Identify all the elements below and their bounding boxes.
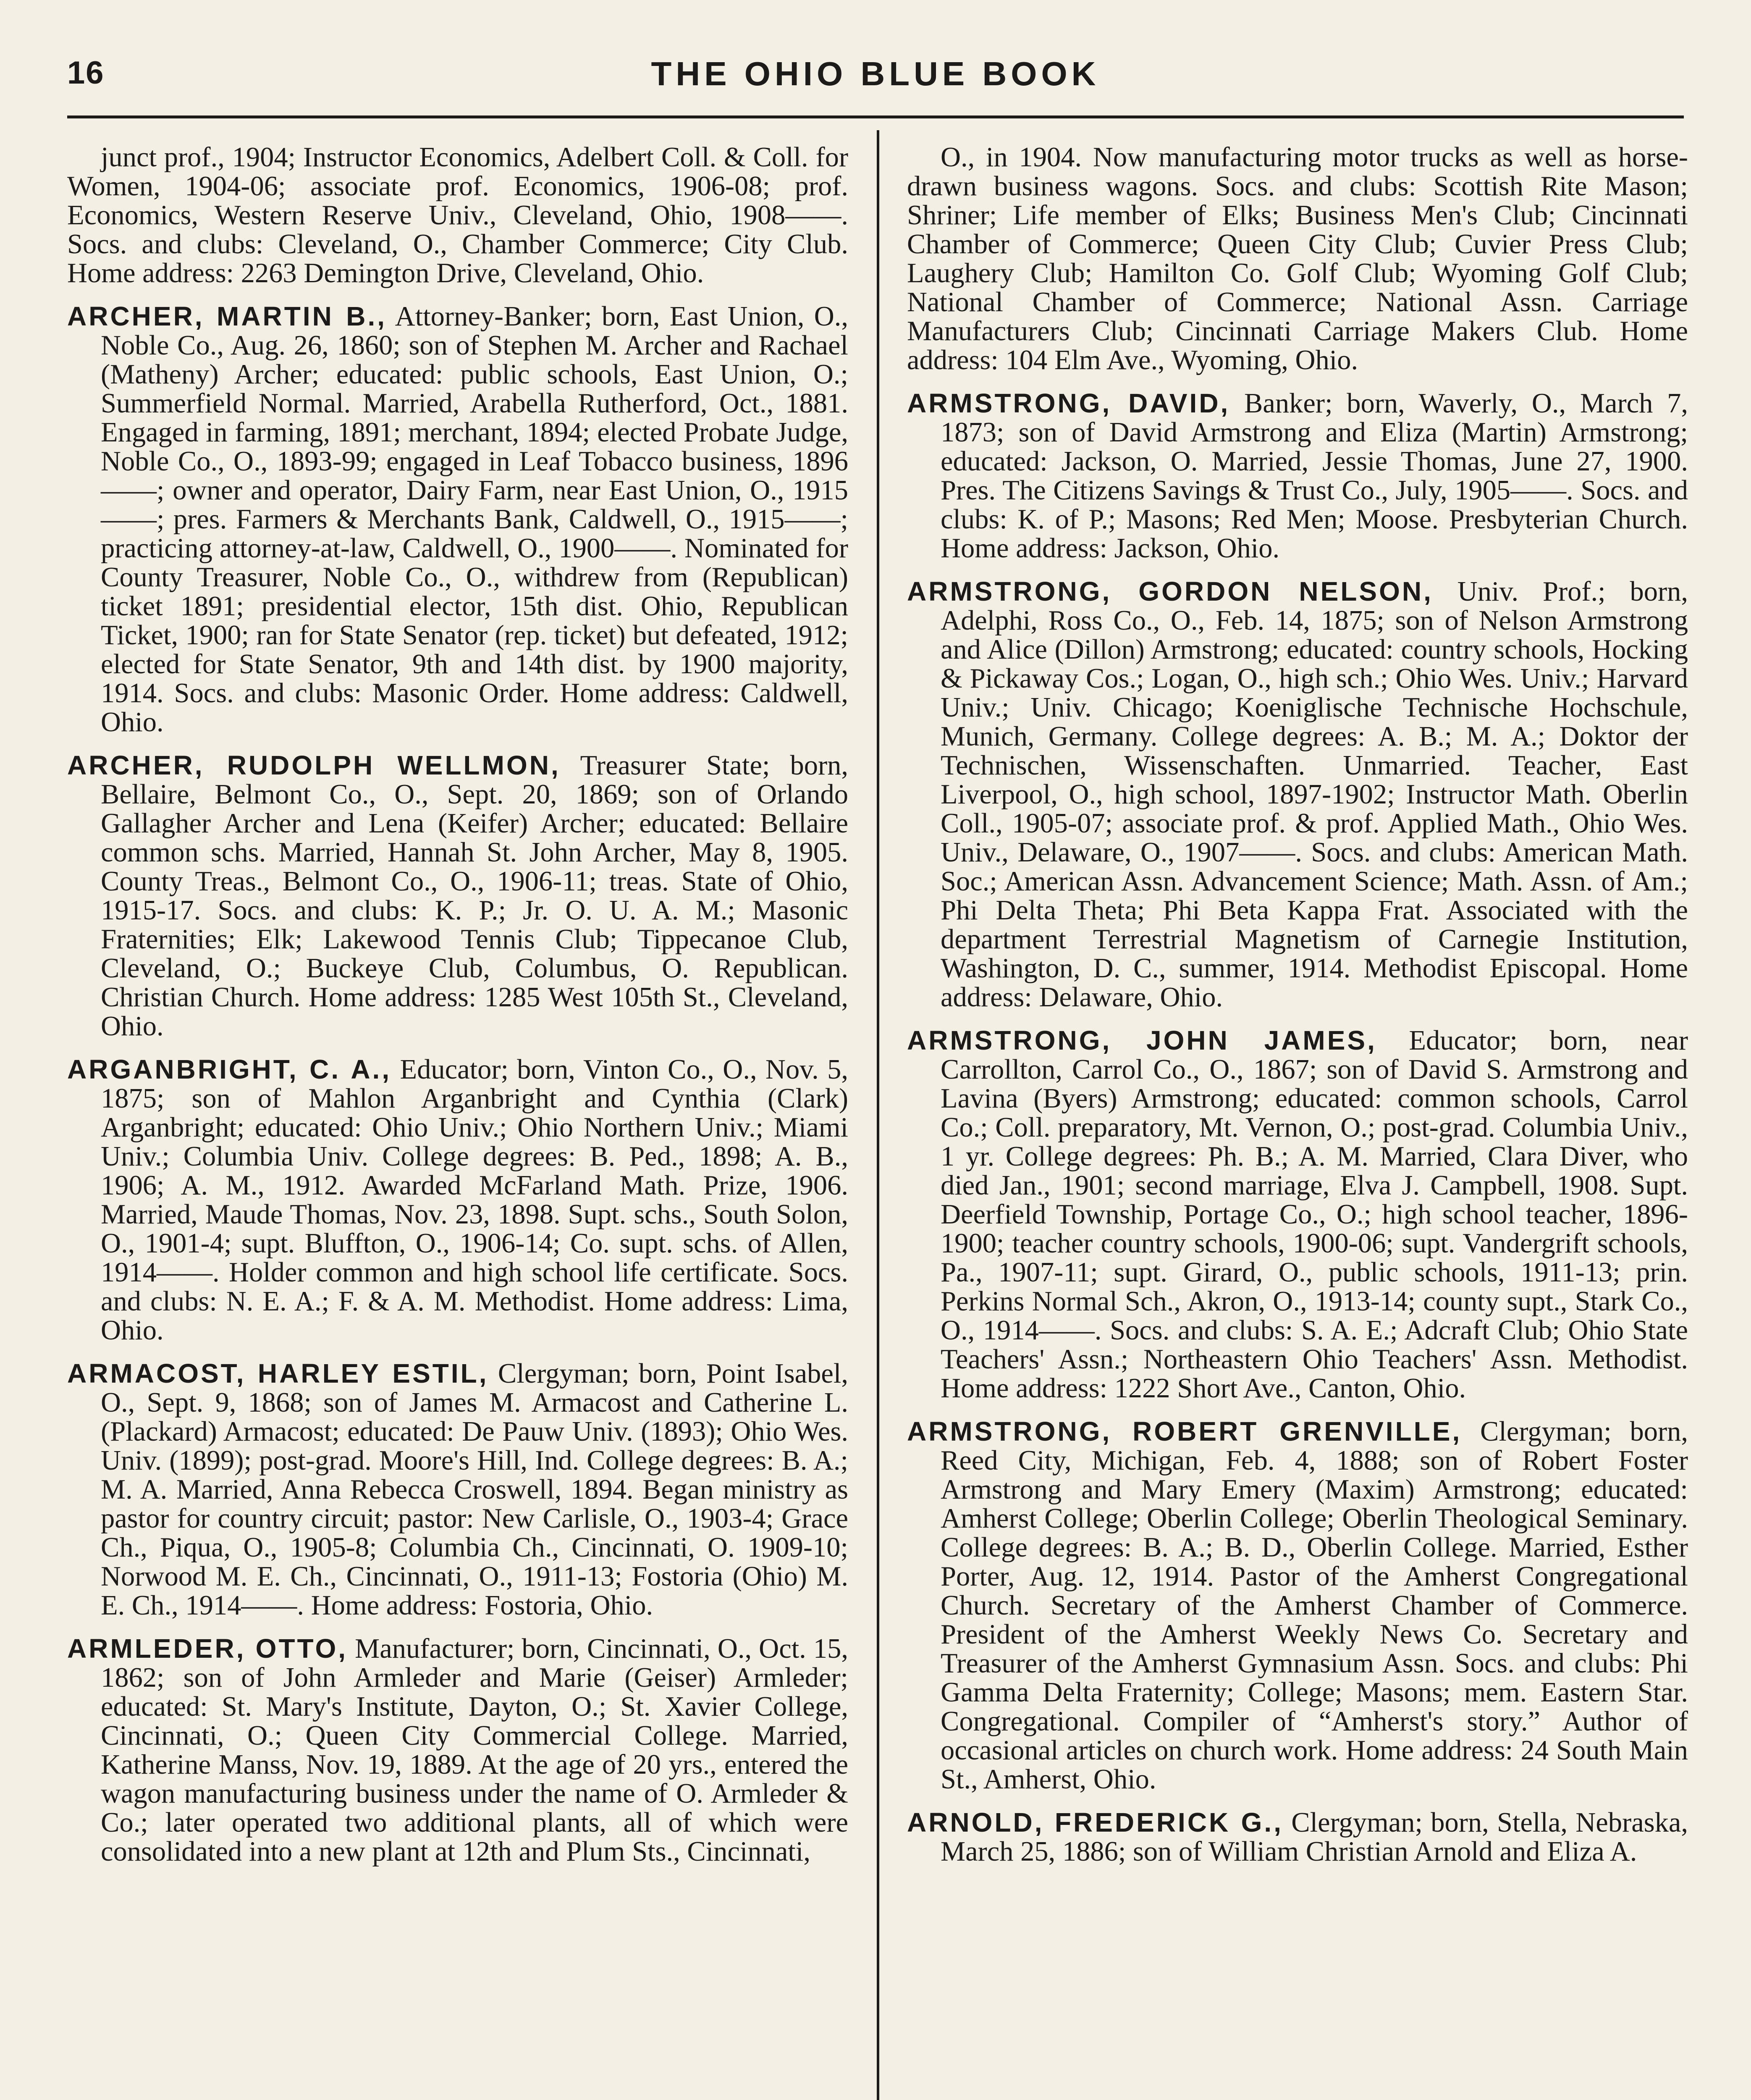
entry-text: Univ. Prof.; born, Adelphi, Ross Co., O., Feb. 14, 1875; son of Nelson Armstrong and Alice (Dillon) Armstrong; educated: country schools, Hocking & Pickaway Cos.; Logan, O., high sch.; Ohio Wes. Univ.; Harvard Univ.; Univ. Chicago; Koeniglische Technische Hochschule, Munich, Germany. College degrees: A. B.; M. A.; Doktor der Technischen, Wissenschaften. Unmarried. Teacher, East Liverpool, O., high school, 1897-1902; Instructor Math. Oberlin Coll., 1905-07; associate prof. & prof. Applied Math., Ohio Wes. Univ., Delaware, O., 1907——. Socs. and clubs: American Math. Soc.; American Assn. Advancement Science; Math. Assn. of Am.; Phi Delta Theta; Phi Beta Kappa Frat. Associated with the department Terrestrial Magnetism of Carnegie Institution, Washington, D. C., summer, 1914. Methodist Episcopal. Home address: Delaware, Ohio. (941, 576, 1688, 1013)
page-header (67, 50, 1684, 109)
entry-text: Manufacturer; born, Cincinnati, O., Oct. 15, 1862; son of John Armleder and Marie (Geiser) Armleder; educated: St. Mary's Institute, Dayton, O.; St. Xavier College, Cincinnati, O.; Queen City Commercial College. Married, Katherine Manss, Nov. 19, 1889. At the age of 20 yrs., entered the wagon manufacturing business under the name of O. Armleder & Co.; later operated two additional plants, all of which were consolidated into a new plant at 12th and Plum Sts., Cincinnati, (101, 1633, 849, 1867)
entry-text: Educator; born, Vinton Co., O., Nov. 5, 1875; son of Mahlon Arganbright and Cynthia (Clark) Arganbright; educated: Ohio Univ.; Ohio Northern Univ.; Miami Univ.; Columbia Univ. College degrees: B. Ped., 1898; A. B., 1906; A. M., 1912. Awarded McFarland Math. Prize, 1906. Married, Maude Thomas, Nov. 23, 1898. Supt. schs., South Solon, O., 1901-4; supt. Bluffton, O., 1906-14; Co. supt. schs. of Allen, 1914——. Holder common and high school life certificate. Socs. and clubs: N. E. A.; F. & A. M. Methodist. Home address: Lima, Ohio. (101, 1054, 848, 1346)
entry-text: Clergyman; born, Reed City, Michigan, Feb. 4, 1888; son of Robert Foster Armstrong and Mary Emery (Maxim) Armstrong; educated: Amherst College; Oberlin College; Oberlin Theological Seminary. College degrees: B. A.; B. D., Oberlin College. Married, Esther Porter, Aug. 12, 1914. Pastor of the Amherst Congregational Church. Secretary of the Amherst Chamber of Commerce. President of the Amherst Weekly News Co. Secretary and Treasurer of the Amherst Gymnasium Assn. Socs. and clubs: Phi Gamma Delta Fraternity; College; Masons; mem. Eastern Star. Congregational. Compiler of “Amherst's story.” Author of occasional articles on church work. Home address: 24 South Main St., Amherst, Ohio. (941, 1416, 1688, 1795)
biography-entry (907, 577, 1688, 1012)
entry-text: Clergyman; born, Point Isabel, O., Sept. 9, 1868; son of James M. Armacost and Catherine L. (Plackard) Armacost; educated: De Pauw Univ. (1893); Ohio Wes. Univ. (1899); post-grad. Moore's Hill, Ind. College degrees: B. A.; M. A. Married, Anna Rebecca Croswell, 1894. Began ministry as pastor for country circuit; pastor: New Carlisle, O., 1903-4; Grace Ch., Piqua, O., 1905-8; Columbia Ch., Cincinnati, O. 1909-10; Norwood M. E. Ch., Cincinnati, O., 1911-13; Fostoria (Ohio) M. E. Ch., 1914——. Home address: Fostoria, Ohio. (101, 1358, 849, 1621)
entry-text: Clergyman; born, Stella, Nebraska, March 25, 1886; son of William Christian Arnold and Eliza A. (941, 1807, 1688, 1867)
entry-text: Banker; born, Waverly, O., March 7, 1873; son of David Armstrong and Eliza (Martin) Armstrong; educated: Jackson, O. Married, Jessie Thomas, June 27, 1900. Pres. The Citizens Savings & Trust Co., July, 1905——. Socs. and clubs: K. of P.; Masons; Red Men; Moose. Presbyterian Church. Home address: Jackson, Ohio. (941, 388, 1688, 564)
entry-text: O., in 1904. Now manufacturing motor trucks as well as horse-drawn business wagons. Socs. and clubs: Scottish Rite Mason; Shriner; Life member of Elks; Business Men's Club; Cincinnati Chamber of Commerce; Queen City Club; Cuvier Press Club; Laughery Club; Hamilton Co. Golf Club; Wyoming Golf Club; National Chamber of Commerce; National Assn. Carriage Manufacturers Club; Cincinnati Carriage Makers Club. Home address: 104 Elm Ave., Wyoming, Ohio. (907, 142, 1688, 375)
biography-entry (67, 302, 848, 737)
entry-text: Treasurer State; born, Bellaire, Belmont Co., O., Sept. 20, 1869; son of Orlando Gallagher Archer and Lena (Keifer) Archer; educated: Bellaire common schs. Married, Hannah St. John Archer, May 8, 1905. County Treas., Belmont Co., O., 1906-11; treas. State of Ohio, 1915-17. Socs. and clubs: K. P.; Jr. O. U. A. M.; Masonic Fraternities; Elk; Lakewood Tennis Club; Tippecanoe Club, Cleveland, O.; Buckeye Club, Columbus, O. Republican. Christian Church. Home address: 1285 West 105th St., Cleveland, Ohio. (101, 750, 848, 1042)
biography-entry (67, 1055, 848, 1345)
biography-entry (67, 143, 848, 288)
running-head-title: THE OHIO BLUE BOOK (651, 55, 1100, 92)
biography-entry (67, 1359, 848, 1620)
entry-name: ARMSTRONG, JOHN JAMES, (907, 1025, 1377, 1055)
biography-entry (907, 389, 1688, 563)
entry-name: ARMLEDER, OTTO, (67, 1633, 348, 1664)
entry-name: ARGANBRIGHT, C. A., (67, 1054, 392, 1084)
entry-name: ARMACOST, HARLEY ESTIL, (67, 1358, 489, 1389)
entry-name: ARCHER, RUDOLPH WELLMON, (67, 750, 561, 780)
entry-text: Attorney-Banker; born, East Union, O., Noble Co., Aug. 26, 1860; son of Stephen M. Archer and Rachael (Matheny) Archer; educated: public schools, East Union, O.; Summerfield Normal. Married, Arabella Rutherford, Oct., 1881. Engaged in farming, 1891; merchant, 1894; elected Probate Judge, Noble Co., O., 1893-99; engaged in Leaf Tobacco business, 1896——; owner and operator, Dairy Farm, near East Union, O., 1915——; pres. Farmers & Merchants Bank, Caldwell, O., 1915——; practicing attorney-at-law, Caldwell, O., 1900——. Nominated for County Treasurer, Noble Co., O., withdrew from (Republican) ticket 1891; presidential elector, 15th dist. Ohio, Republican Ticket, 1900; ran for State Senator (rep. ticket) but defeated, 1912; elected for State Senator, 9th and 14th dist. by 1900 majority, 1914. Socs. and clubs: Masonic Order. Home address: Caldwell, Ohio. (101, 301, 848, 738)
entry-name: ARCHER, MARTIN B., (67, 301, 387, 331)
column-divider (877, 130, 879, 2100)
right-column (907, 143, 1688, 1880)
entry-name: ARNOLD, FREDERICK G., (907, 1807, 1283, 1838)
biography-entry (907, 1417, 1688, 1794)
entry-name: ARMSTRONG, ROBERT GRENVILLE, (907, 1416, 1462, 1446)
biography-entry (67, 1634, 848, 1866)
entry-text: Educator; born, near Carrollton, Carrol Co., O., 1867; son of David S. Armstrong and Lavina (Byers) Armstrong; educated: common schools, Carrol Co.; Coll. preparatory, Mt. Vernon, O.; post-grad. Columbia Univ., 1 yr. College degrees: Ph. B.; A. M. Married, Clara Diver, who died Jan., 1901; second marriage, Elva J. Campbell, 1908. Supt. Deerfield Township, Portage Co., O.; high school teacher, 1896-1900; teacher country schools, 1900-06; supt. Vandergrift schools, Pa., 1907-11; supt. Girard, O., public schools, 1911-13; prin. Perkins Normal Sch., Akron, O., 1913-14; county supt., Stark Co., O., 1914——. Socs. and clubs: S. A. E.; Adcraft Club; Ohio State Teachers' Assn.; Northeastern Ohio Teachers' Assn. Methodist. Home address: 1222 Short Ave., Canton, Ohio. (941, 1025, 1688, 1404)
biography-entry (67, 751, 848, 1041)
entry-name: ARMSTRONG, DAVID, (907, 388, 1230, 418)
biography-entry (907, 143, 1688, 375)
page-number: 16 (67, 55, 105, 91)
entry-name: ARMSTRONG, GORDON NELSON, (907, 576, 1433, 606)
header-rule (67, 116, 1684, 118)
biography-entry (907, 1808, 1688, 1866)
entry-text: junct prof., 1904; Instructor Economics, Adelbert Coll. & Coll. for Women, 1904-06; associate prof. Economics, 1906-08; prof. Economics, Western Reserve Univ., Cleveland, Ohio, 1908——. Socs. and clubs: Cleveland, O., Chamber Commerce; City Club. Home address: 2263 Demington Drive, Cleveland, Ohio. (67, 142, 848, 289)
left-column (67, 143, 848, 1880)
biography-entry (907, 1026, 1688, 1403)
